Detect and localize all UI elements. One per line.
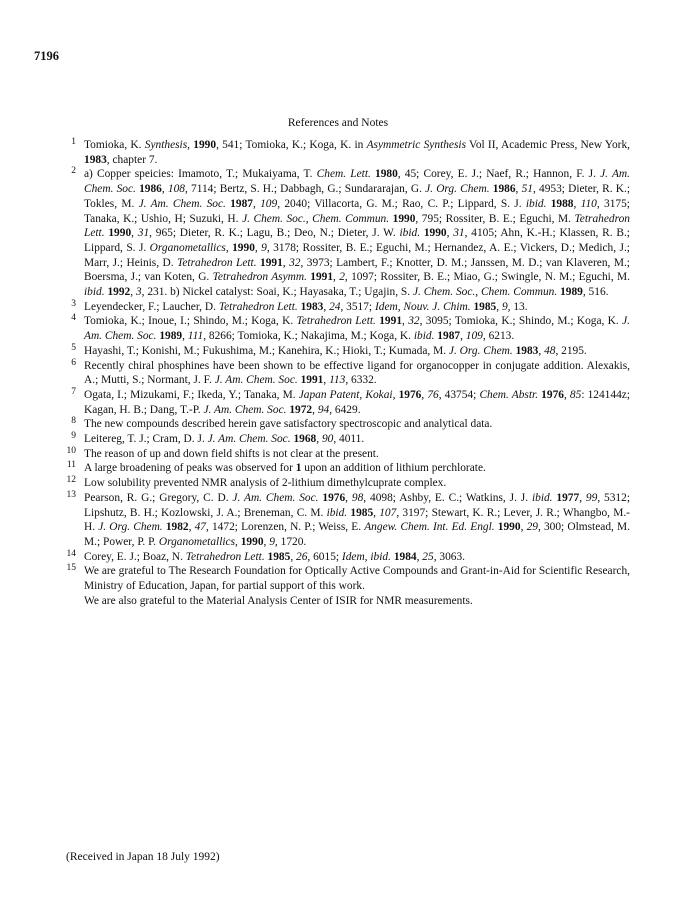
reference-number: 14 (66, 548, 76, 559)
reference-text: Corey, E. J.; Boaz, N. Tetrahedron Lett. 1985, 26, 6015; Idem, ibid. 1984, 25, 3063. (84, 550, 466, 563)
reference-number: 4 (71, 313, 76, 324)
reference-item (64, 432, 630, 447)
received-date: (Received in Japan 18 July 1992) (66, 851, 220, 863)
reference-item (64, 300, 630, 315)
reference-item (64, 138, 630, 167)
acknowledgement-extra: We are also grateful to the Material Analysis Center of ISIR for NMR measurements. (84, 594, 473, 607)
reference-item (64, 344, 630, 359)
reference-item (64, 314, 630, 343)
reference-number: 12 (66, 475, 76, 486)
reference-text: Hayashi, T.; Konishi, M.; Fukushima, M.; Kanehira, K.; Hioki, T.; Kumada, M. J. Org. Chem. 1983, 48, 2195. (84, 344, 587, 357)
reference-text: a) Copper speicies: Imamoto, T.; Mukaiyama, T. Chem. Lett. 1980, 45; Corey, E. J.; Naef, R.; Hannon, F. J. J. Am. Chem. Soc. 1986, 108, 7114; Bertz, S. H.; Dabbagh, G.; Sundararajan, G. J. Org. Chem. 1986, 51, 4953; Dieter, R. K.; Tokles, M. J. Am. Chem. Soc. 1987, 109, 2040; Villacorta, G. M.; Rao, C. P.; Lippard, S. J. ibid. 1988, 110, 3175; Tanaka, K.; Ushio, H; Suzuki, H. J. Chem. Soc., Chem. Commun. 1990, 795; Rossiter, B. E.; Eguchi, M. Tetrahedron Lett. 1990, 31, 965; Dieter, R. K.; Lagu, B.; Deo, N.; Dieter, J. W. ibid. 1990, 31, 4105; Ahn, K.-H.; Klassen, R. B.; Lippard, S. J. Organometallics, 1990, 9, 3178; Rossiter, B. E.; Eguchi, M.; Hernandez, A. E.; Vickers, D.; Medich, J.; Marr, J.; Heinis, D. Tetrahedron Lett. 1991, 32, 3973; Lambert, F.; Knotter, D. M.; Janssen, M. D.; van Klaveren, M.; Boersma, J.; van Koten, G. Tetrahedron Asymm. 1991, 2, 1097; Rossiter, B. E.; Miao, G.; Swingle, N. M.; Eguchi, M. ibid. 1992, 3, 231. b) Nickel catalyst: Soai, K.; Hayasaka, T.; Ugajin, S. J. Chem. Soc., Chem. Commun. 1989, 516. (84, 168, 630, 299)
reference-text: Tomioka, K.; Inoue, I.; Shindo, M.; Koga, K. Tetrahedron Lett. 1991, 32, 3095; Tomioka, K.; Shindo, M.; Koga, K. J. Am. Chem. Soc. 1989, 111, 8266; Tomioka, K.; Nakajima, M.; Koga, K. ibid. 1987, 109, 6213. (84, 315, 630, 343)
references-heading: References and Notes (287, 117, 389, 129)
reference-number: 5 (71, 342, 76, 353)
reference-text: Ogata, I.; Mizukami, F.; Ikeda, Y.; Tanaka, M. Japan Patent, Kokai, 1976, 76, 43754; Chem. Abstr. 1976, 85: 124144z; Kagan, H. B.; Dang, T.-P. J. Am. Chem. Soc. 1972, 94, 6429. (84, 388, 630, 416)
reference-number: 10 (66, 445, 76, 456)
reference-item (64, 447, 630, 462)
reference-number: 7 (71, 386, 76, 397)
reference-text: Pearson, R. G.; Gregory, C. D. J. Am. Chem. Soc. 1976, 98, 4098; Ashby, E. C.; Watkins, J. J. ibid. 1977, 99, 5312; Lipshutz, B. H.; Kozlowski, J. A.; Breneman, C. M. ibid. 1985, 107, 3197; Stewart, K. R.; Lever, J. R.; Whangbo, M.-H. J. Org. Chem. 1982, 47, 1472; Lorenzen, N. P.; Weiss, E. Angew. Chem. Int. Ed. Engl. 1990, 29, 300; Olmstead, M. M.; Power, P. P. Organometallics, 1990, 9, 1720. (84, 491, 630, 548)
page-number: 7196 (34, 49, 59, 63)
reference-item (64, 417, 630, 432)
reference-text: The new compounds described herein gave satisfactory spectroscopic and analytical data. (84, 418, 493, 431)
reference-number: 1 (71, 137, 76, 147)
reference-text: Leyendecker, F.; Laucher, D. Tetrahedron Lett. 1983, 24, 3517; Idem, Nouv. J. Chim. 1985, 9, 13. (84, 300, 528, 313)
reference-number: 3 (71, 298, 76, 309)
reference-number: 13 (66, 489, 76, 500)
reference-number: 2 (71, 166, 76, 177)
reference-text: We are grateful to The Research Foundation for Optically Active Compounds and Grant-in-Aid for Scientific Research, Ministry of Education, Japan, for partial support of this work. (84, 565, 630, 593)
reference-number: 9 (71, 431, 76, 442)
reference-item (64, 388, 630, 417)
references-list (64, 138, 630, 609)
reference-number: 11 (66, 460, 76, 471)
reference-item (64, 491, 630, 550)
reference-item (64, 167, 630, 299)
reference-text: The reason of up and down field shifts is not clear at the present. (84, 447, 379, 460)
reference-number: 6 (71, 357, 76, 368)
reference-text: Tomioka, K. Synthesis, 1990, 541; Tomioka, K.; Koga, K. in Asymmetric Synthesis Vol II, Academic Press, New York, 1983, chapter 7. (84, 139, 631, 166)
reference-text: Leitereg, T. J.; Cram, D. J. J. Am. Chem. Soc. 1968, 90, 4011. (84, 433, 365, 446)
reference-text: Low solubility prevented NMR analysis of 2-lithium dimethylcuprate complex. (84, 477, 447, 490)
reference-item (64, 550, 630, 565)
reference-item (64, 564, 630, 593)
reference-text: Recently chiral phosphines have been shown to be effective ligand for organocopper in conjugate addition. Alexakis, A.; Mutti, S.; Normant, J. F. J. Am. Chem. Soc. 1991, 113, 6332. (84, 359, 630, 387)
reference-item (64, 359, 630, 388)
reference-number: 8 (71, 416, 76, 427)
reference-number: 15 (66, 563, 76, 574)
reference-item (64, 476, 630, 491)
reference-item (64, 461, 630, 476)
reference-text: A large broadening of peaks was observed for 1 upon an addition of lithium perchlorate. (84, 462, 486, 475)
